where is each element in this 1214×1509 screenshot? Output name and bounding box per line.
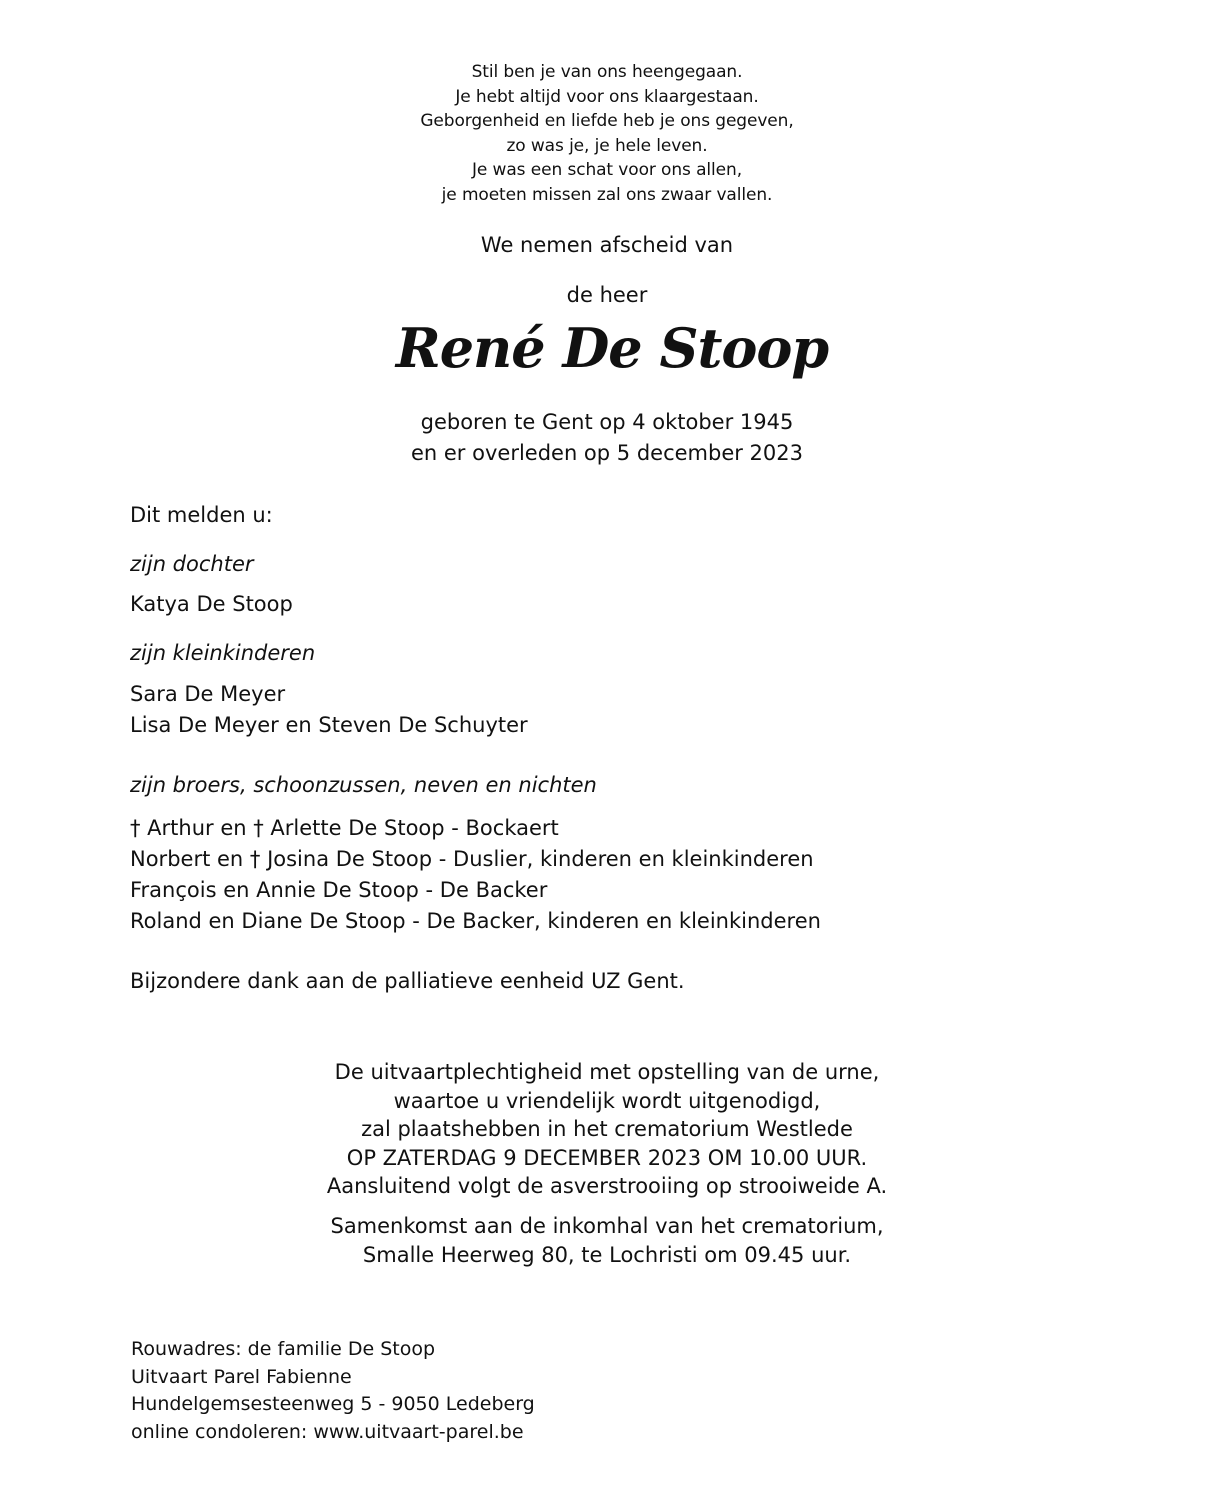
- family-member: Katya De Stoop: [130, 592, 293, 616]
- farewell-line: We nemen afscheid van: [480, 233, 734, 257]
- family-member: Sara De Meyer: [130, 682, 286, 706]
- funeral-home: Uitvaart Parel Fabienne: [131, 1365, 352, 1388]
- gathering-line: Samenkomst aan de inkomhal van het crematorium,: [330, 1214, 884, 1238]
- thanks-line: Bijzondere dank aan de palliatieve eenheid UZ Gent.: [130, 969, 685, 993]
- life-dates: [0, 407, 1214, 469]
- funeral-home-address: Hundelgemsesteenweg 5 - 9050 Ledeberg: [131, 1393, 535, 1415]
- family-member: François en Annie De Stoop - De Backer: [130, 878, 548, 902]
- gathering-line: Smalle Heerweg 80, te Lochristi om 09.45 uur.: [362, 1242, 852, 1267]
- ceremony-line: waartoe u vriendelijk wordt uitgenodigd,: [393, 1088, 821, 1113]
- poem-line: Je was een schat voor ons allen,: [471, 160, 742, 180]
- family-member: Lisa De Meyer en Steven De Schuyter: [130, 713, 528, 737]
- family-members: [130, 813, 821, 937]
- death-line: en er overleden op 5 december 2023: [410, 441, 804, 465]
- honorific: de heer: [566, 283, 648, 307]
- ceremony-line: Aansluitend volgt de asverstrooiing op strooiweide A.: [326, 1174, 888, 1198]
- family-members: [130, 589, 293, 620]
- relation-label: zijn broers, schoonzussen, neven en nichten: [130, 773, 597, 797]
- ceremony-line: zal plaatshebben in het crematorium Westlede: [361, 1117, 853, 1141]
- family-member: † Arthur en † Arlette De Stoop - Bockaert: [130, 816, 559, 840]
- announcement-intro: Dit melden u:: [130, 503, 273, 527]
- relation-label: zijn kleinkinderen: [130, 641, 316, 665]
- condolences-link: online condoleren: www.uitvaart-parel.be: [131, 1420, 524, 1443]
- family-members: [130, 679, 528, 741]
- ceremony-line: De uitvaartplechtigheid met opstelling van de urne,: [334, 1060, 880, 1084]
- poem-line: Geborgenheid en liefde heb je ons gegeven,: [420, 111, 794, 131]
- contact-footer: [131, 1336, 535, 1446]
- family-member: Roland en Diane De Stoop - De Backer, kinderen en kleinkinderen: [130, 909, 821, 933]
- relation-label: zijn dochter: [130, 552, 254, 576]
- ceremony-details: [307, 1058, 907, 1201]
- poem-line: zo was je, je hele leven.: [506, 135, 708, 156]
- poem-line: je moeten missen zal ons zwaar vallen.: [441, 184, 773, 205]
- deceased-name: René De Stoop: [395, 316, 829, 380]
- poem-line: Je hebt altijd voor ons klaargestaan.: [455, 86, 759, 107]
- mourning-address: Rouwadres: de familie De Stoop: [131, 1338, 436, 1360]
- poem-line: Stil ben je van ons heengegaan.: [471, 62, 743, 82]
- birth-line: geboren te Gent op 4 oktober 1945: [420, 410, 794, 434]
- ceremony-line: OP ZATERDAG 9 DECEMBER 2023 OM 10.00 UUR.: [346, 1145, 868, 1170]
- poem: [0, 60, 1214, 207]
- family-member: Norbert en † Josina De Stoop - Duslier, kinderen en kleinkinderen: [130, 847, 814, 871]
- gathering-details: [307, 1212, 907, 1269]
